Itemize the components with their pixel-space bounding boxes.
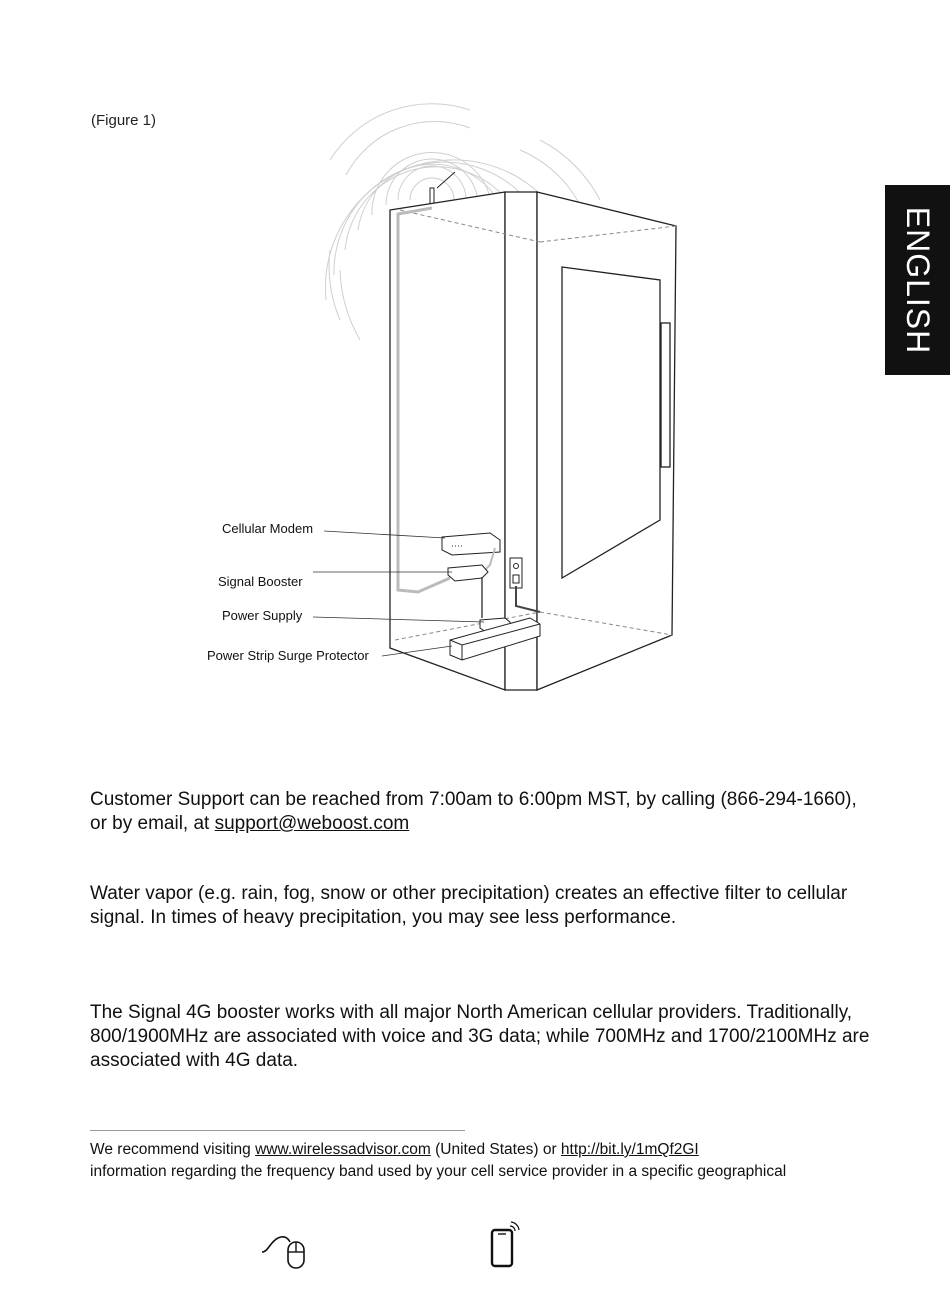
bands-paragraph: [90, 1001, 880, 1073]
wirelessadvisor-link[interactable]: www.wirelessadvisor.com: [255, 1141, 431, 1158]
bands-line-2: 800/1900MHz are associated with voice and 3G data; while 700MHz and 1700/2100MHz are: [90, 1026, 870, 1047]
footnote-line-1: [90, 1139, 699, 1161]
footnote-line-2: information regarding the frequency band used by your cell service provider in a specific geographical: [90, 1163, 787, 1180]
support-email-prefix: or by email, at: [90, 813, 215, 834]
support-line-1: Customer Support can be reached from 7:00am to 6:00pm MST, by calling (866-294-1660),: [90, 789, 857, 810]
weather-line-2: signal. In times of heavy precipitation, you may see less performance.: [90, 907, 677, 928]
bands-line-3: associated with 4G data.: [90, 1050, 299, 1071]
bitly-link[interactable]: http://bit.ly/1mQf2GI: [560, 1141, 699, 1158]
bands-line-1: The Signal 4G booster works with all major North American cellular providers. Traditionally,: [90, 1002, 853, 1023]
mouse-icon: [258, 1228, 310, 1270]
callout-power-supply: Power Supply: [222, 608, 303, 623]
footnote-prefix: We recommend visiting: [90, 1141, 256, 1158]
callout-surge-protector: Power Strip Surge Protector: [207, 648, 369, 663]
support-paragraph: [90, 788, 880, 836]
callout-cellular-modem: Cellular Modem: [222, 521, 314, 536]
footnote-divider: [90, 1130, 465, 1131]
figure-caption: (Figure 1): [91, 112, 157, 129]
support-email-link[interactable]: support@weboost.com: [214, 813, 410, 834]
support-line-2: [90, 812, 880, 836]
mobile-phone-icon: [488, 1220, 524, 1270]
language-tab-label: ENGLISH: [900, 206, 937, 354]
weather-paragraph: [90, 882, 880, 930]
vending-cabinet: [390, 192, 676, 690]
weather-line-1: Water vapor (e.g. rain, fog, snow or other precipitation) creates an effective filter to cellular: [90, 883, 848, 904]
callout-signal-booster: Signal Booster: [218, 574, 303, 589]
cellular-modem: [442, 533, 500, 555]
footnote-middle: (United States) or: [430, 1141, 561, 1158]
